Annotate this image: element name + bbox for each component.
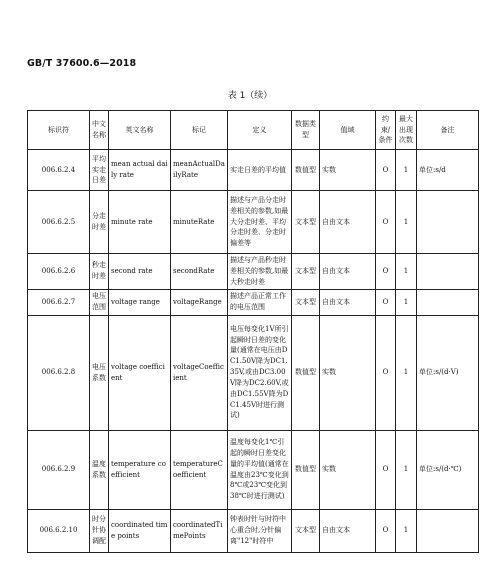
table-row: [28, 509, 479, 552]
data-element-table: [27, 110, 479, 553]
cell-english-name: minute rate: [109, 191, 171, 254]
cell-constraint: O: [376, 254, 396, 290]
header-chinese-name: 中文名称: [90, 111, 109, 150]
cell-constraint: O: [376, 191, 396, 254]
cell-data-type: 文本型: [292, 509, 320, 552]
cell-english-name: second rate: [109, 254, 171, 290]
cell-value-domain: 实数: [320, 430, 376, 509]
cell-english-name: temperature coefficient: [109, 430, 171, 509]
cell-identifier: 006.6.2.5: [28, 191, 90, 254]
table-row: [28, 315, 479, 430]
cell-identifier: 006.6.2.8: [28, 315, 90, 430]
cell-value-domain: 实数: [320, 315, 376, 430]
cell-max-occurrence: 1: [396, 430, 417, 509]
header-tag: 标记: [171, 111, 228, 150]
cell-constraint: O: [376, 289, 396, 315]
cell-chinese-name: 平均实走日差: [90, 150, 109, 191]
cell-constraint: O: [376, 430, 396, 509]
cell-value-domain: 自由文本: [320, 509, 376, 552]
cell-value-domain: 自由文本: [320, 254, 376, 290]
cell-max-occurrence: 1: [396, 254, 417, 290]
cell-identifier: 006.6.2.10: [28, 509, 90, 552]
header-english-name: 英文名称: [109, 111, 171, 150]
table-row: [28, 150, 479, 191]
cell-english-name: mean actual daily rate: [109, 150, 171, 191]
header-note: 备注: [417, 111, 479, 150]
cell-note: [417, 509, 479, 552]
cell-max-occurrence: 1: [396, 191, 417, 254]
cell-tag: coordinatedTimePoints: [171, 509, 228, 552]
standard-code: GB/T 37600.6—2018: [27, 58, 137, 69]
cell-chinese-name: 秒走时差: [90, 254, 109, 290]
cell-tag: voltageRange: [171, 289, 228, 315]
cell-max-occurrence: 1: [396, 150, 417, 191]
cell-definition: 电压每变化1V所引起瞬时日差的变化量(通常在电压由DC1.50V降为DC1.35V,或由DC3.00V降为DC2.60V,或由DC1.55V降为DC1.45V时进行测试): [228, 315, 292, 430]
cell-note: 单位:s/(d·V): [417, 315, 479, 430]
cell-data-type: 文本型: [292, 289, 320, 315]
table-row: [28, 430, 479, 509]
table-row: [28, 289, 479, 315]
header-max-occurrence: 最大出现次数: [396, 111, 417, 150]
cell-data-type: 数值型: [292, 430, 320, 509]
table-caption: 表 1（续）: [227, 91, 273, 101]
cell-chinese-name: 电压系数: [90, 315, 109, 430]
table-row: [28, 254, 479, 290]
cell-max-occurrence: 1: [396, 289, 417, 315]
cell-tag: secondRate: [171, 254, 228, 290]
cell-value-domain: 自由文本: [320, 289, 376, 315]
cell-identifier: 006.6.2.9: [28, 430, 90, 509]
cell-definition: 钟表时针与时符中心重合时,分针偏离"12"时符中: [228, 509, 292, 552]
cell-data-type: 数值型: [292, 150, 320, 191]
cell-english-name: voltage range: [109, 289, 171, 315]
cell-note: [417, 289, 479, 315]
cell-identifier: 006.6.2.7: [28, 289, 90, 315]
cell-identifier: 006.6.2.4: [28, 150, 90, 191]
cell-data-type: 文本型: [292, 254, 320, 290]
cell-value-domain: 实数: [320, 150, 376, 191]
cell-constraint: O: [376, 150, 396, 191]
cell-chinese-name: 温度系数: [90, 430, 109, 509]
cell-definition: 温度每变化1℃引起的瞬时日差变化量的平均值(通常在温度由23℃变化到8℃或23℃变化到38℃时进行测试): [228, 430, 292, 509]
cell-note: [417, 191, 479, 254]
table-header-row: [28, 111, 479, 150]
cell-chinese-name: 分走时差: [90, 191, 109, 254]
cell-identifier: 006.6.2.6: [28, 254, 90, 290]
cell-definition: 描述与产品秒走时差相关的参数,如最大秒走时差: [228, 254, 292, 290]
cell-tag: meanActualDailyRate: [171, 150, 228, 191]
cell-chinese-name: 电压范围: [90, 289, 109, 315]
cell-constraint: O: [376, 315, 396, 430]
cell-data-type: 文本型: [292, 191, 320, 254]
cell-data-type: 数值型: [292, 315, 320, 430]
cell-note: 单位:s/d: [417, 150, 479, 191]
table-row: [28, 191, 479, 254]
cell-max-occurrence: 1: [396, 315, 417, 430]
header-definition: 定义: [228, 111, 292, 150]
cell-constraint: O: [376, 509, 396, 552]
cell-english-name: voltage coefficient: [109, 315, 171, 430]
header-data-type: 数据类型: [292, 111, 320, 150]
cell-tag: minuteRate: [171, 191, 228, 254]
cell-value-domain: 自由文本: [320, 191, 376, 254]
cell-definition: 描述产品正常工作的电压范围: [228, 289, 292, 315]
cell-definition: 描述与产品分走时差相关的参数,如最大分走时差、平均分走时差、分走时偏差等: [228, 191, 292, 254]
cell-note: [417, 254, 479, 290]
header-constraint: 约束/条件: [376, 111, 396, 150]
cell-english-name: coordinated time points: [109, 509, 171, 552]
cell-tag: temperatureCoefficient: [171, 430, 228, 509]
cell-chinese-name: 时分针协调配: [90, 509, 109, 552]
header-value-domain: 值域: [320, 111, 376, 150]
cell-tag: voltageCoefficient: [171, 315, 228, 430]
header-identifier: 标识符: [28, 111, 90, 150]
cell-max-occurrence: 1: [396, 509, 417, 552]
cell-definition: 实走日差的平均值: [228, 150, 292, 191]
cell-note: 单位:s/(d·℃): [417, 430, 479, 509]
